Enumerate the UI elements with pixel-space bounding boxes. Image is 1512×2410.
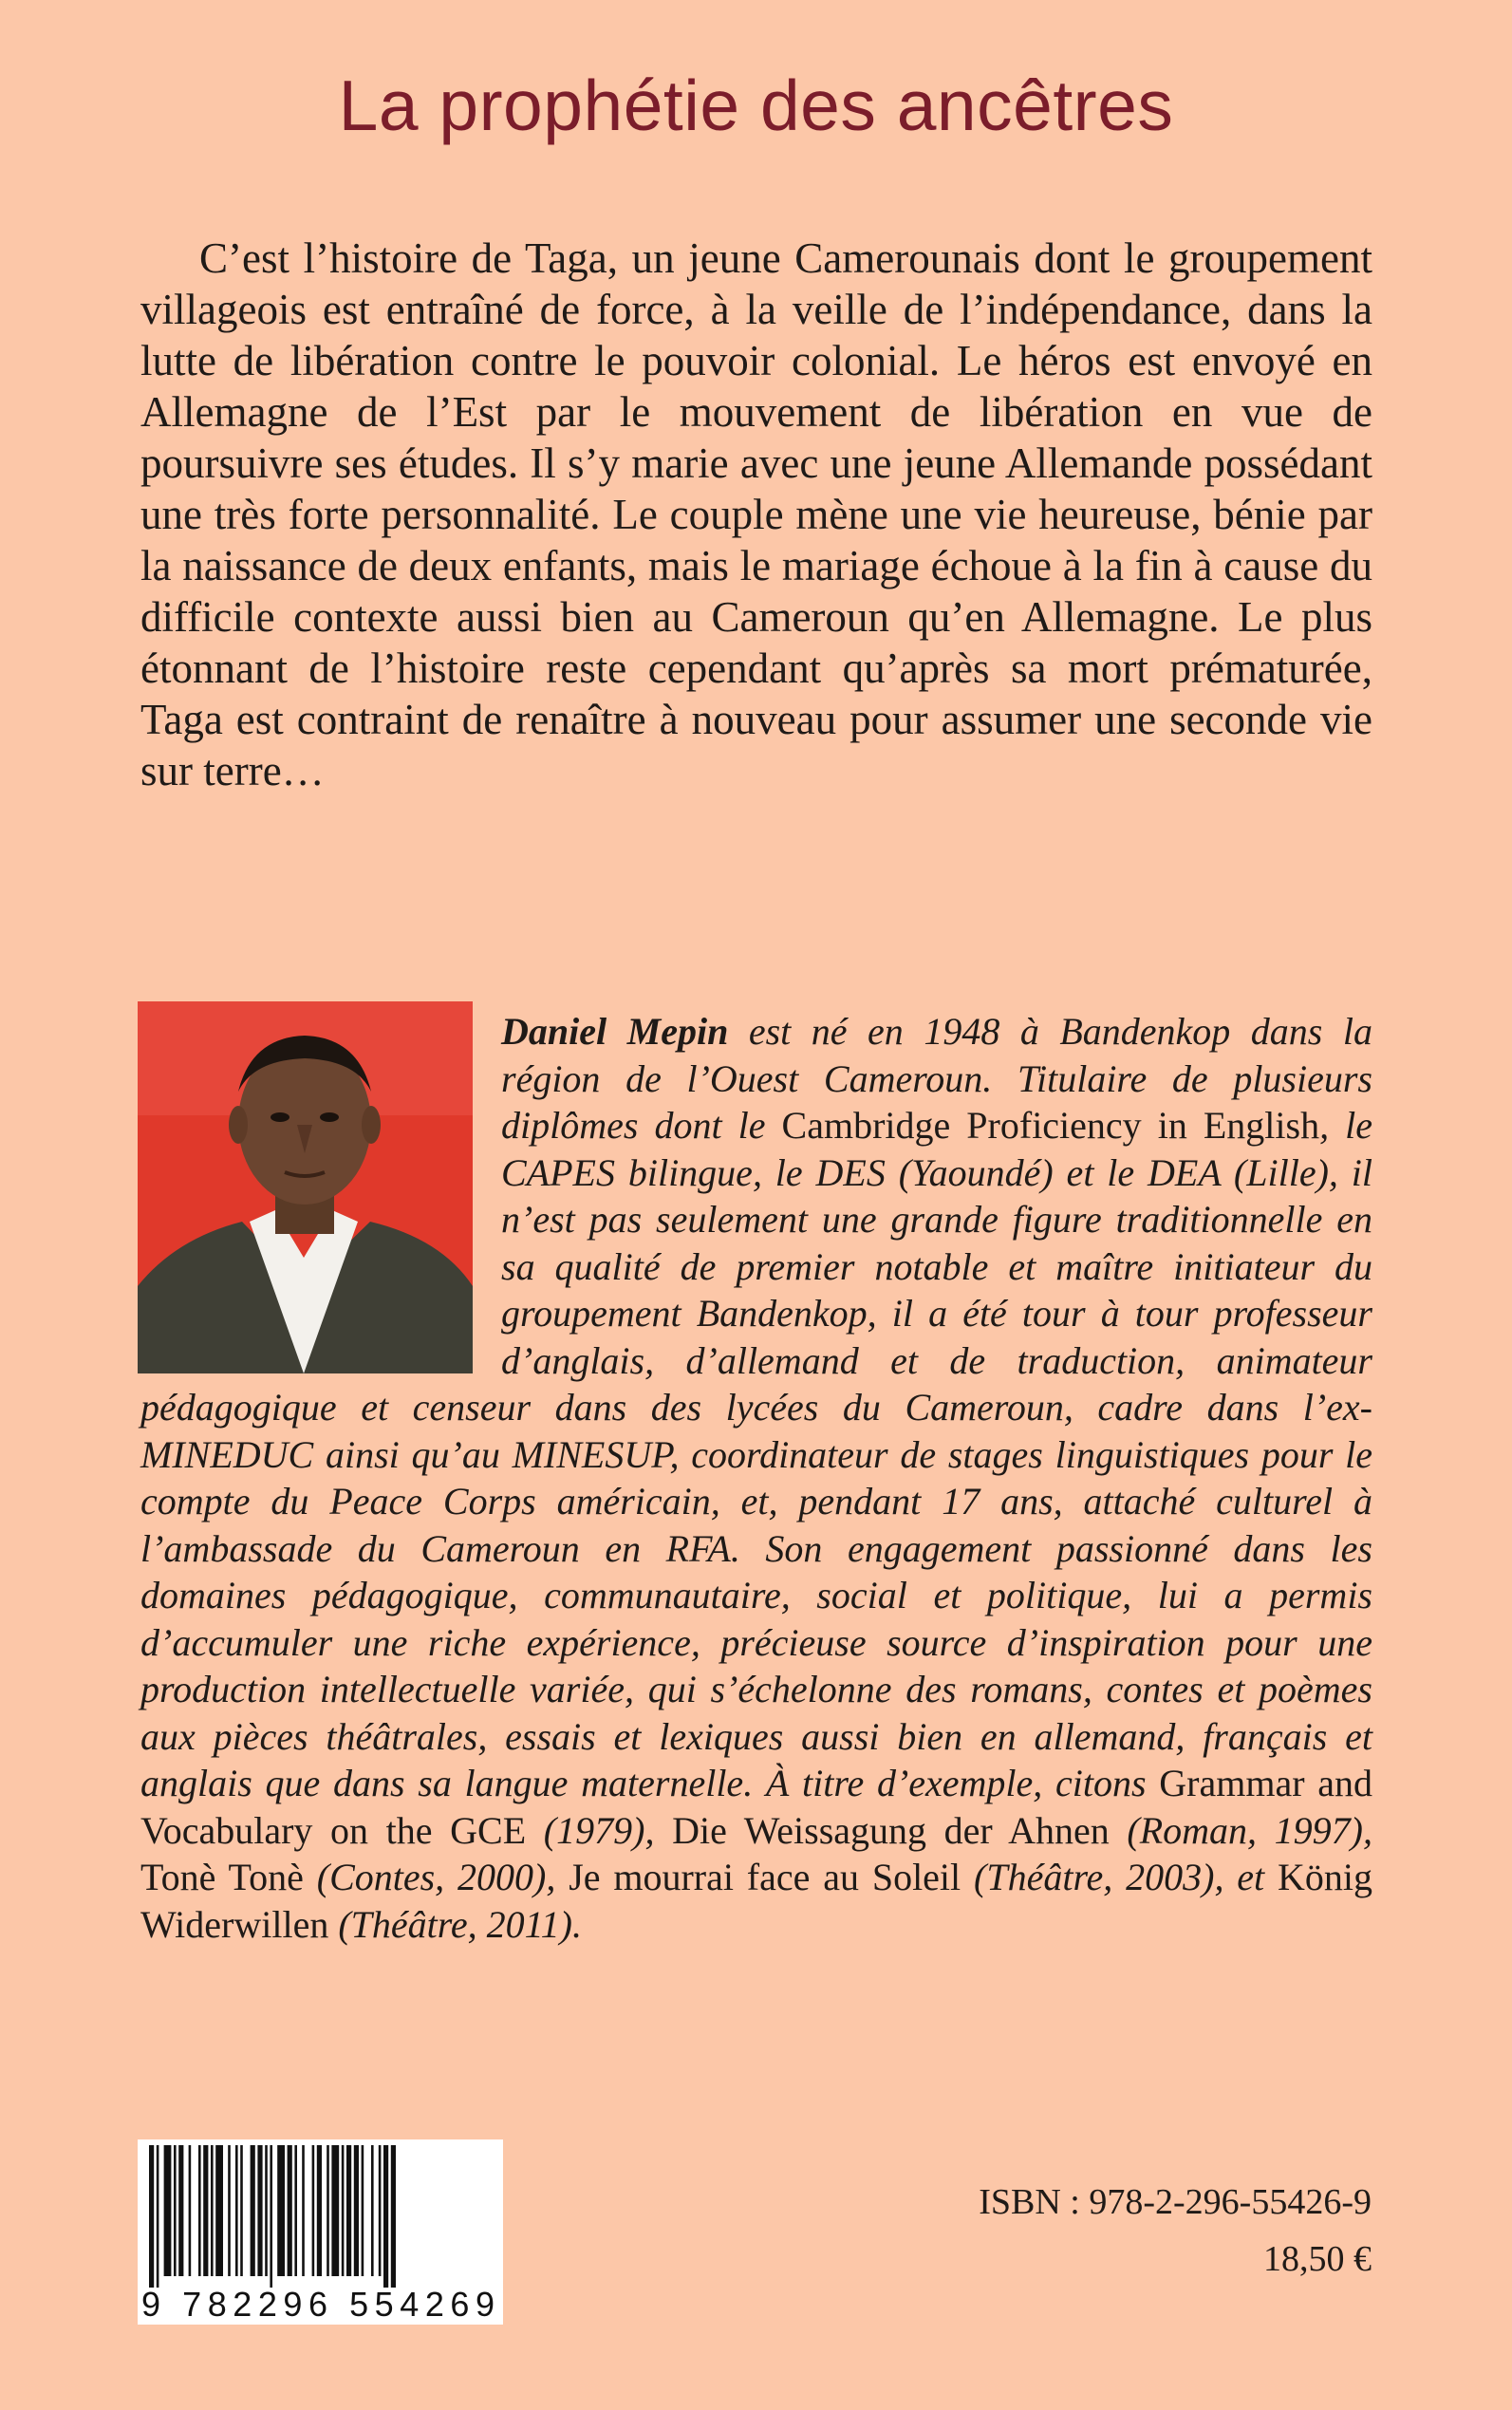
bio-work-soleil: Je mourrai face au Soleil [569,1856,961,1898]
barcode-bar [346,2145,351,2276]
barcode-bar [342,2145,345,2276]
barcode-number: 9 782296 554269 [141,2285,495,2324]
bio-text-7: (Théâtre, 2011). [328,1902,582,1946]
barcode-bar [371,2145,374,2276]
bio-text-6: (Théâtre, 2003), et [961,1856,1278,1898]
barcode-bar [198,2145,201,2276]
bio-text-2: , le CAPES bilingue, le DES (Yaoundé) et le DEA (Lille), il n’est pas seulement une grande figure traditionnelle en sa qualité de premier notable et maître initiateur du groupement Bandenkop, il a été tour à tour professeur d’anglais, d’allemand et de traduction, animateur pédagogique et censeur dans des lycées du Cameroun, cadre dans l’ex-MINEDUC ainsi qu’au MINESUP, coordinateur de stages linguistiques pour le compte du Peace Corps américain, et, pendant 17 ans, attaché culturel à l’ambassade du Cameroun en RFA. Son engagement passionné dans les domaines pédagogique, communautaire, social et politique, lui a permis d’accumuler une riche expérience, précieuse source d’inspiration pour une production intellectuelle variée, qui s’échelonne des romans, contes et poèmes aux pièces théâtrales, essais et lexiques aussi bien en allemand, français et anglais que dans sa langue maternelle. À titre d’exemple, citons [140,1104,1372,1804]
barcode-bar [251,2145,255,2276]
barcode-bar [265,2145,268,2276]
barcode-bar [383,2145,388,2288]
barcode-bar [189,2145,192,2276]
barcode-bar [317,2145,322,2276]
author-name: Daniel Mepin [501,1010,729,1053]
bio-text-5: (Contes, 2000), [303,1856,569,1898]
price: 18,50 € [1263,2239,1372,2279]
barcode-bar [312,2145,315,2276]
barcode-bar [215,2145,223,2276]
barcode-bars [138,2139,503,2325]
barcode [138,2139,503,2325]
barcode-bar [203,2145,208,2276]
bio-text-1: est né en 1948 à Bandenkop dans la région de l’Ouest Cameroun. Titulaire de plusieurs diplômes dont le [501,1010,1372,1147]
barcode-bar [174,2145,177,2276]
barcode-bar [288,2145,292,2276]
barcode-bar [240,2145,243,2276]
barcode-bar [270,2145,272,2288]
barcode-bar [178,2145,183,2276]
bio-work-cambridge: Cambridge Proficiency in English [781,1104,1320,1147]
bio-work-weissagung: Die Weissagung der Ahnen [672,1808,1110,1852]
barcode-bar [149,2145,154,2288]
barcode-bar [257,2145,262,2276]
bio-work-grammar: Grammar and Vocabulary on the GCE [140,1762,1373,1852]
barcode-bar [354,2145,359,2276]
barcode-bar [391,2145,396,2288]
author-biography [140,1008,1372,1948]
barcode-bar [294,2145,297,2276]
bio-text-3: (1979), [526,1808,673,1852]
barcode-bar [228,2145,231,2276]
book-title: La prophétie des ancêtres [338,65,1174,145]
barcode-bar [157,2145,159,2288]
synopsis-paragraph: C’est l’histoire de Taga, un jeune Camerounais dont le groupement villageois est entraîné de force, à la veille de l’indépendance, dans la lutte de libération contre le pouvoir colonial. Le héros est envoyé en Allemagne de l’Est par le mouvement de libération en vue de poursuivre ses études. Il s’y marie avec une jeune Allemande possédant une très forte personnalité. Le couple mène une vie heureuse, bénie par la naissance de deux enfants, mais le mariage échoue à la fin à cause du difficile contexte aussi bien au Cameroun qu’en Allemagne. Le plus étonnant de l’histoire reste cependant qu’après sa mort prématurée, Taga est contraint de renaître à nouveau pour assumer une seconde vie sur terre… [140,234,1372,794]
photo-spacer [140,1008,501,1378]
barcode-bar [211,2145,214,2276]
isbn: ISBN : 978-2-296-55426-9 [979,2182,1372,2222]
barcode-bar [164,2145,172,2276]
barcode-bar [331,2145,339,2276]
barcode-bar [362,2145,364,2276]
barcode-bar [277,2145,285,2276]
barcode-bar [302,2145,305,2276]
bio-work-konig: König Widerwillen [140,1856,1372,1946]
barcode-bar [327,2145,329,2276]
bio-work-tone: Tonè Tonè [140,1856,304,1898]
barcode-bar [379,2145,382,2276]
bio-text-4: (Roman, 1997), [1109,1808,1372,1852]
barcode-bar [235,2145,238,2276]
